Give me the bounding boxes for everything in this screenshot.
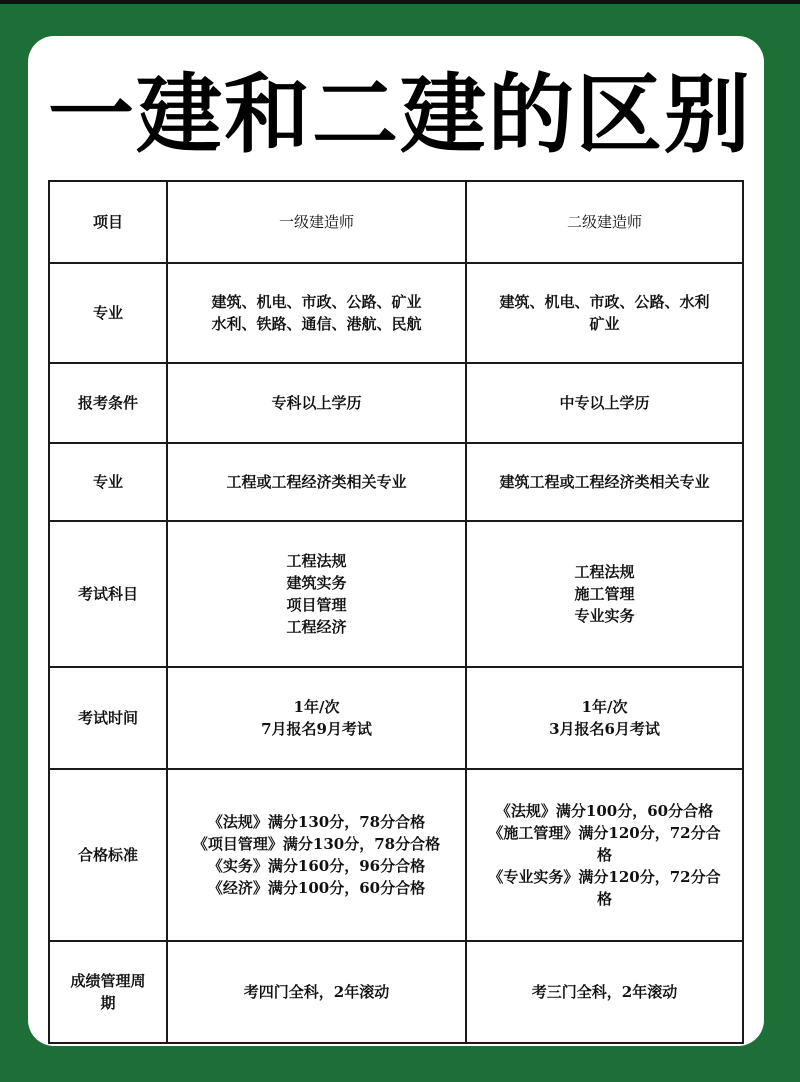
cell-line: 建筑、机电、市政、公路、矿业 [211, 293, 422, 311]
header-first-class: 一级建造师 [167, 181, 466, 263]
row-label-line: 考试时间 [77, 709, 138, 727]
cell-line: 专科以上学历 [271, 394, 362, 412]
table-row [49, 941, 743, 1043]
cell-line: 格 [596, 890, 612, 908]
second-class-cell [466, 941, 743, 1043]
cell-line: 建筑、机电、市政、公路、水利 [499, 293, 710, 311]
row-label [49, 769, 167, 941]
row-label [49, 363, 167, 443]
cell-line: 水利、铁路、通信、港航、民航 [211, 315, 422, 333]
second-class-cell [466, 263, 743, 363]
second-class-cell [466, 521, 743, 667]
cell-line: 工程经济 [286, 618, 347, 636]
cell-line: 7月报名9月考试 [261, 720, 372, 738]
row-label [49, 521, 167, 667]
table-row [49, 667, 743, 769]
row-label-line: 期 [100, 994, 116, 1012]
row-label [49, 443, 167, 521]
cell-line: 格 [596, 846, 612, 864]
second-class-cell [466, 769, 743, 941]
second-class-cell [466, 667, 743, 769]
table-row [49, 363, 743, 443]
cell-line: 《专业实务》满分120分，72分合 [488, 868, 721, 886]
cell-line: 《法规》满分130分，78分合格 [207, 813, 426, 831]
second-class-cell [466, 363, 743, 443]
first-class-cell [167, 941, 466, 1043]
cell-line: 《施工管理》满分120分，72分合 [488, 824, 721, 842]
first-class-cell [167, 521, 466, 667]
cell-line: 3月报名6月考试 [549, 720, 660, 738]
cell-line: 考三门全科，2年滚动 [531, 983, 678, 1001]
table-row [49, 263, 743, 363]
cell-line: 1年/次 [581, 698, 628, 716]
header-second-class: 二级建造师 [466, 181, 743, 263]
cell-line: 工程法规 [286, 552, 347, 570]
table-row [49, 521, 743, 667]
row-label [49, 941, 167, 1043]
first-class-cell [167, 263, 466, 363]
cell-line: 中专以上学历 [559, 394, 650, 412]
cell-line: 1年/次 [293, 698, 340, 716]
cell-line: 专业实务 [574, 607, 635, 625]
cell-line: 项目管理 [286, 596, 347, 614]
first-class-cell [167, 363, 466, 443]
cell-line: 考四门全科，2年滚动 [243, 983, 390, 1001]
cell-line: 建筑实务 [286, 574, 347, 592]
row-label-line: 考试科目 [77, 585, 138, 603]
table-row [49, 443, 743, 521]
page-title: 一建和二建的区别 [48, 65, 752, 165]
row-label-line: 专业 [92, 473, 123, 491]
first-class-cell [167, 667, 466, 769]
cell-line: 工程或工程经济类相关专业 [226, 473, 407, 491]
row-label-line: 合格标准 [77, 846, 138, 864]
cell-line: 施工管理 [574, 585, 635, 603]
comparison-table [48, 180, 744, 1044]
row-label-line: 报考条件 [77, 394, 138, 412]
table-header-row [49, 181, 743, 263]
first-class-cell [167, 443, 466, 521]
top-edge-bar [0, 0, 800, 4]
row-label [49, 263, 167, 363]
cell-line: 《项目管理》满分130分，78分合格 [192, 835, 441, 853]
cell-line: 建筑工程或工程经济类相关专业 [499, 473, 710, 491]
cell-line: 《经济》满分100分，60分合格 [207, 879, 426, 897]
cell-line: 矿业 [589, 315, 620, 333]
cell-line: 《实务》满分160分，96分合格 [207, 857, 426, 875]
header-item-label: 项目 [49, 181, 167, 263]
cell-line: 工程法规 [574, 563, 635, 581]
row-label-line: 专业 [92, 304, 123, 322]
first-class-cell [167, 769, 466, 941]
second-class-cell [466, 443, 743, 521]
table-row [49, 769, 743, 941]
row-label-line: 成绩管理周 [70, 972, 146, 990]
cell-line: 《法规》满分100分，60分合格 [495, 802, 714, 820]
row-label [49, 667, 167, 769]
